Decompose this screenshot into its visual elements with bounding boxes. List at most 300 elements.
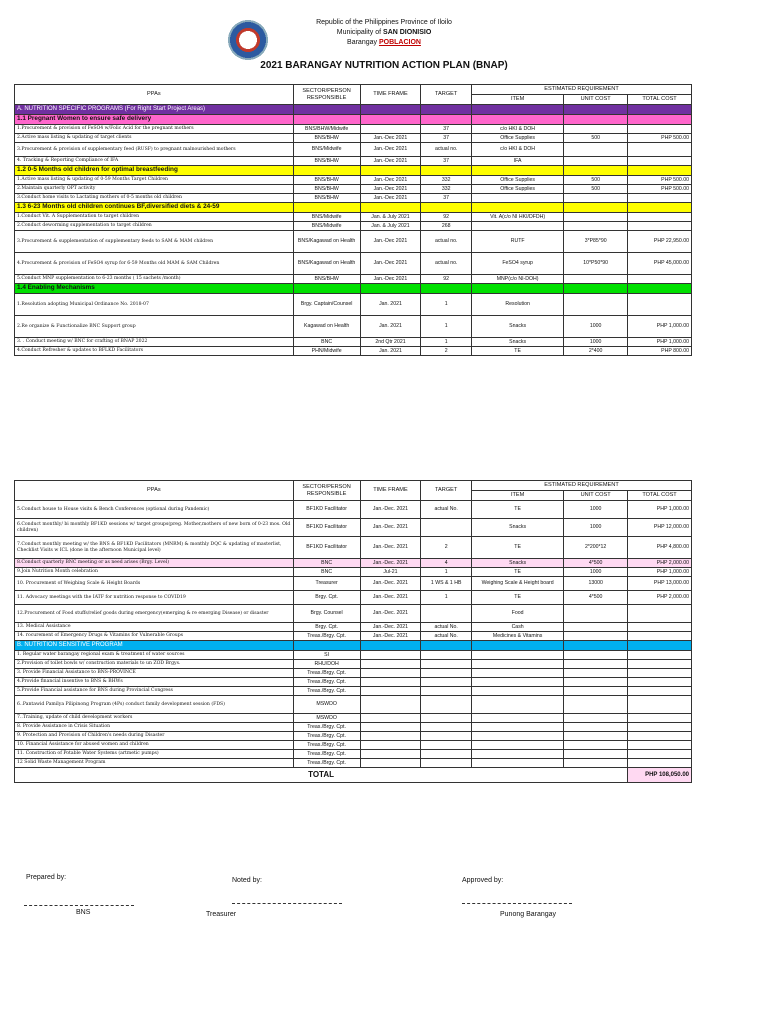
ppa-cell: 1. Regular water barangay regional exam & treatment of water sources bbox=[15, 651, 294, 660]
item-cell: TE bbox=[472, 347, 564, 356]
unit-cost-cell bbox=[564, 213, 628, 222]
target-cell: actual no. bbox=[421, 253, 472, 275]
item-cell: TE bbox=[472, 537, 564, 559]
ppa-cell: 3.Procurement & provision of supplementary feed (RUSF) to pregnant malnourished mothers bbox=[15, 143, 294, 157]
total-cost-cell: PHP 1,000.00 bbox=[628, 568, 692, 577]
total-cost-cell bbox=[628, 660, 692, 669]
sector-cell: Treas./Brgy. Cpt. bbox=[293, 678, 360, 687]
time-frame-cell: Jan.-Dec. 2021 bbox=[360, 577, 421, 591]
sector-cell: Treas./Brgy. Cpt. bbox=[293, 741, 360, 750]
table-row bbox=[15, 741, 692, 750]
table-row bbox=[15, 501, 692, 519]
total-cost-cell: PHP 13,000.00 bbox=[628, 577, 692, 591]
header-line-3: Barangay POBLACION bbox=[347, 39, 421, 46]
bnap-table-1 bbox=[14, 84, 692, 356]
ppa-cell: 13. Medical Assistance bbox=[15, 623, 294, 632]
sector-cell: BNS/BHW bbox=[293, 176, 360, 185]
sector-cell: Kagawad on Health bbox=[293, 316, 360, 338]
target-cell: 2 bbox=[421, 347, 472, 356]
ppa-cell: 12 Solid Waste Management Program bbox=[15, 759, 294, 768]
item-cell: Cash bbox=[472, 623, 564, 632]
sector-cell: Brgy. Counsel bbox=[293, 605, 360, 623]
ppa-cell: 8. Provide Assistance in Crisis Situation bbox=[15, 723, 294, 732]
unit-cost-cell bbox=[564, 660, 628, 669]
signatory-punong-barangay: Punong Barangay bbox=[500, 911, 557, 918]
time-frame-cell: Jan.-Dec 2021 bbox=[360, 231, 421, 253]
signatory-treasurer: Treasurer bbox=[206, 911, 237, 918]
table-row bbox=[15, 253, 692, 275]
section-b-header-cell bbox=[628, 641, 692, 651]
subsection-1-1 bbox=[15, 115, 692, 125]
item-cell: Weighing Scale & Height board bbox=[472, 577, 564, 591]
total-cost-cell: PHP 45,000.00 bbox=[628, 253, 692, 275]
total-cost-cell bbox=[628, 143, 692, 157]
table-row bbox=[15, 723, 692, 732]
total-cost-cell bbox=[628, 605, 692, 623]
ppa-cell: 2.Active mass listing & updating of target clients bbox=[15, 134, 294, 143]
table-row bbox=[15, 660, 692, 669]
sector-cell: BNS/BHW/Midwife bbox=[293, 125, 360, 134]
ppa-cell: 3.Conduct home visits to Lactating mothers of 0-5 months old children bbox=[15, 194, 294, 203]
ppa-cell: 9.Join Nutrition Month celebration bbox=[15, 568, 294, 577]
item-cell: TE bbox=[472, 591, 564, 605]
time-frame-cell bbox=[360, 669, 421, 678]
total-cost-cell bbox=[628, 669, 692, 678]
time-frame-cell: Jan.-Dec 2021 bbox=[360, 176, 421, 185]
table-row bbox=[15, 134, 692, 143]
table-row bbox=[15, 213, 692, 222]
target-cell: 2 bbox=[421, 537, 472, 559]
ppa-cell: 5.Conduct house to House visits & Bench Conferences (optional during Pandemic) bbox=[15, 501, 294, 519]
ppa-cell: 11. Advocacy meetings with the IATF for nutrition response to COVID19 bbox=[15, 591, 294, 605]
sector-cell: RHU/DOH bbox=[293, 660, 360, 669]
target-cell bbox=[421, 660, 472, 669]
col-sector: SECTOR/PERSON RESPONSIBLE bbox=[293, 85, 360, 105]
time-frame-cell: Jan.-Dec 2021 bbox=[360, 134, 421, 143]
sector-cell: BNS/Midwife bbox=[293, 213, 360, 222]
subsection-1-2-cell bbox=[360, 166, 421, 176]
target-cell: 37 bbox=[421, 157, 472, 166]
target-cell: 37 bbox=[421, 194, 472, 203]
time-frame-cell bbox=[360, 125, 421, 134]
target-cell: 1 bbox=[421, 591, 472, 605]
time-frame-cell: Jul-21 bbox=[360, 568, 421, 577]
sector-cell: Brgy. Captain/Counsel bbox=[293, 294, 360, 316]
target-cell bbox=[421, 519, 472, 537]
unit-cost-cell bbox=[564, 623, 628, 632]
item-cell bbox=[472, 714, 564, 723]
ppa-cell: 4.Conduct Refresher & updates to BFLKD Facilitators bbox=[15, 347, 294, 356]
table-row bbox=[15, 185, 692, 194]
time-frame-cell: Jan. & July 2021 bbox=[360, 222, 421, 231]
time-frame-cell: 2nd Qtr 2021 bbox=[360, 338, 421, 347]
subsection-1-4 bbox=[15, 284, 692, 294]
subsection-1-4-cell bbox=[472, 284, 564, 294]
total-cost-cell bbox=[628, 741, 692, 750]
table-row bbox=[15, 559, 692, 568]
sector-cell: BNS/BHW bbox=[293, 157, 360, 166]
table-row bbox=[15, 577, 692, 591]
unit-cost-cell bbox=[564, 294, 628, 316]
unit-cost-cell: 1000 bbox=[564, 501, 628, 519]
ppa-cell: 4.Provide financial insentive to BNS & BHWs bbox=[15, 678, 294, 687]
total-cost-cell bbox=[628, 714, 692, 723]
total-cost-cell: PHP 800.00 bbox=[628, 347, 692, 356]
item-cell bbox=[472, 194, 564, 203]
total-cost-cell bbox=[628, 651, 692, 660]
unit-cost-cell bbox=[564, 222, 628, 231]
subsection-1-3-cell bbox=[564, 203, 628, 213]
table-row bbox=[15, 750, 692, 759]
ppa-cell: 12.Procurement of Food stuffs/relief goods during emergency(emerging & re emerging Disease) or disaster bbox=[15, 605, 294, 623]
sector-cell: Treas./Brgy. Cpt. bbox=[293, 723, 360, 732]
sector-cell: BNC bbox=[293, 568, 360, 577]
item-cell: Medicines & Vitamins bbox=[472, 632, 564, 641]
subsection-1-2-cell bbox=[293, 166, 360, 176]
item-cell bbox=[472, 678, 564, 687]
section-a-header-cell bbox=[421, 105, 472, 115]
total-cost-cell bbox=[628, 157, 692, 166]
section-b-header-cell bbox=[421, 641, 472, 651]
table-row bbox=[15, 669, 692, 678]
section-b-header-label: B. NUTRITION SENSITIVE PROGRAM bbox=[15, 641, 294, 651]
sector-cell: Brgy. Cpt. bbox=[293, 591, 360, 605]
total-cost-cell bbox=[628, 759, 692, 768]
table-row bbox=[15, 157, 692, 166]
target-cell: 37 bbox=[421, 134, 472, 143]
total-cost-cell: PHP 2,000.00 bbox=[628, 559, 692, 568]
sector-cell: MSWDO bbox=[293, 714, 360, 723]
item-cell: Food bbox=[472, 605, 564, 623]
subsection-1-3-label: 1.3 6-23 Months old children continues BF,diversified diets & 24-59 bbox=[15, 203, 294, 213]
total-cost-cell: PHP 22,950.00 bbox=[628, 231, 692, 253]
sector-cell: BNS/Kagawad on Health bbox=[293, 231, 360, 253]
sector-cell: BF1KD Facilitator bbox=[293, 537, 360, 559]
unit-cost-cell: 3*P85*90 bbox=[564, 231, 628, 253]
time-frame-cell bbox=[360, 687, 421, 696]
section-a-header bbox=[15, 105, 692, 115]
target-cell: 332 bbox=[421, 176, 472, 185]
unit-cost-cell bbox=[564, 759, 628, 768]
target-cell: 268 bbox=[421, 222, 472, 231]
subsection-1-3-cell bbox=[628, 203, 692, 213]
sector-cell: BNC bbox=[293, 559, 360, 568]
section-b-header-cell bbox=[564, 641, 628, 651]
table-row bbox=[15, 222, 692, 231]
subsection-1-1-cell bbox=[421, 115, 472, 125]
unit-cost-cell bbox=[564, 605, 628, 623]
ppa-cell: 4. Tracking & Reporting Compliance of IFA bbox=[15, 157, 294, 166]
ppa-cell: 5.Conduct MNP supplementation to 6-23 months ( 15 sachets /month) bbox=[15, 275, 294, 284]
target-cell bbox=[421, 696, 472, 714]
table-row bbox=[15, 231, 692, 253]
time-frame-cell bbox=[360, 759, 421, 768]
item-cell bbox=[472, 723, 564, 732]
section-a-header-cell bbox=[293, 105, 360, 115]
total-cost-cell bbox=[628, 678, 692, 687]
col-item: ITEM bbox=[472, 491, 564, 501]
item-cell: c/o HKI & DOH bbox=[472, 143, 564, 157]
time-frame-cell bbox=[360, 741, 421, 750]
total-cost-cell: PHP 500.00 bbox=[628, 185, 692, 194]
item-cell bbox=[472, 222, 564, 231]
time-frame-cell: Jan.-Dec 2021 bbox=[360, 143, 421, 157]
table-row bbox=[15, 623, 692, 632]
unit-cost-cell bbox=[564, 651, 628, 660]
table-row bbox=[15, 537, 692, 559]
time-frame-cell: Jan. & July 2021 bbox=[360, 213, 421, 222]
signature-line-bns bbox=[24, 905, 134, 906]
table-row bbox=[15, 143, 692, 157]
total-cost-cell bbox=[628, 732, 692, 741]
target-cell: 92 bbox=[421, 213, 472, 222]
ppa-cell: 4.Procurement & provision of FeSO4 syrup for 6-59 Months old MAM & SAM Children bbox=[15, 253, 294, 275]
sector-cell: BNS/BHW bbox=[293, 194, 360, 203]
item-cell bbox=[472, 732, 564, 741]
target-cell bbox=[421, 759, 472, 768]
time-frame-cell: Jan.-Dec 2021 bbox=[360, 157, 421, 166]
total-cost-cell bbox=[628, 623, 692, 632]
item-cell bbox=[472, 759, 564, 768]
time-frame-cell: Jan.-Dec. 2021 bbox=[360, 591, 421, 605]
ppa-cell: 10. Procurement of Weighing Scale & Height Boards bbox=[15, 577, 294, 591]
subsection-1-3-cell bbox=[293, 203, 360, 213]
table-row bbox=[15, 687, 692, 696]
table-row bbox=[15, 294, 692, 316]
subsection-1-4-cell bbox=[564, 284, 628, 294]
col-ppas: PPAs bbox=[15, 481, 294, 501]
item-cell: Office Supplies bbox=[472, 134, 564, 143]
subsection-1-4-cell bbox=[421, 284, 472, 294]
col-unit-cost: UNIT COST bbox=[564, 95, 628, 105]
item-cell: Office Supplies bbox=[472, 176, 564, 185]
ppa-cell: 10. Financial Assistance for abused women and children bbox=[15, 741, 294, 750]
sector-cell: BNS/BHW bbox=[293, 185, 360, 194]
item-cell: TE bbox=[472, 501, 564, 519]
section-b-header bbox=[15, 641, 692, 651]
table-row bbox=[15, 338, 692, 347]
header-line-2: Municipality of SAN DIONISIO bbox=[336, 29, 432, 36]
target-cell bbox=[421, 714, 472, 723]
unit-cost-cell bbox=[564, 732, 628, 741]
total-cost-cell bbox=[628, 222, 692, 231]
ppa-cell: 11. Construction of Potable Water Systems (artmetic pumps) bbox=[15, 750, 294, 759]
time-frame-cell bbox=[360, 678, 421, 687]
item-cell: RUTF bbox=[472, 231, 564, 253]
ppa-cell: 3. . Conduct meeting w/ BNC for crafting of BNAP 2022 bbox=[15, 338, 294, 347]
item-cell: MNP(c/o NI-DOH) bbox=[472, 275, 564, 284]
unit-cost-cell bbox=[564, 157, 628, 166]
table-row bbox=[15, 591, 692, 605]
table-row bbox=[15, 125, 692, 134]
table-row bbox=[15, 176, 692, 185]
col-estimated: ESTIMATED REQUIREMENT bbox=[472, 481, 692, 491]
target-cell: 332 bbox=[421, 185, 472, 194]
table-row bbox=[15, 632, 692, 641]
signature-line-treasurer bbox=[232, 903, 342, 904]
subsection-1-3-cell bbox=[421, 203, 472, 213]
unit-cost-cell bbox=[564, 143, 628, 157]
unit-cost-cell: 1000 bbox=[564, 338, 628, 347]
unit-cost-cell bbox=[564, 678, 628, 687]
unit-cost-cell: 4*500 bbox=[564, 559, 628, 568]
subsection-1-4-cell bbox=[360, 284, 421, 294]
prepared-by-label: Prepared by: bbox=[26, 874, 67, 881]
target-cell: 1 bbox=[421, 338, 472, 347]
subsection-1-4-label: 1.4 Enabling Mechanisms bbox=[15, 284, 294, 294]
item-cell: c/o HKI & DOH bbox=[472, 125, 564, 134]
ppa-cell: 2.Re organize & Functionalize BNC Support group bbox=[15, 316, 294, 338]
unit-cost-cell: 500 bbox=[564, 185, 628, 194]
item-cell: IFA bbox=[472, 157, 564, 166]
time-frame-cell: Jan.-Dec. 2021 bbox=[360, 519, 421, 537]
signatory-bns: BNS bbox=[76, 909, 91, 916]
sector-cell: MSWDO bbox=[293, 696, 360, 714]
item-cell bbox=[472, 750, 564, 759]
sector-cell: BNS/BHW bbox=[293, 134, 360, 143]
unit-cost-cell bbox=[564, 750, 628, 759]
unit-cost-cell: 1000 bbox=[564, 568, 628, 577]
total-cost-cell bbox=[628, 632, 692, 641]
col-time: TIME FRAME bbox=[360, 481, 421, 501]
unit-cost-cell: 1000 bbox=[564, 316, 628, 338]
ppa-cell: 3.Procurement & supplementation of supplementary feeds to SAM & MAM children bbox=[15, 231, 294, 253]
item-cell: Snacks bbox=[472, 559, 564, 568]
item-cell: Vit. A(c/o NI HKI/DFDH) bbox=[472, 213, 564, 222]
total-cost-cell bbox=[628, 294, 692, 316]
target-cell: 37 bbox=[421, 125, 472, 134]
target-cell: actual No. bbox=[421, 623, 472, 632]
unit-cost-cell bbox=[564, 741, 628, 750]
col-total-cost: TOTAL COST bbox=[628, 491, 692, 501]
unit-cost-cell bbox=[564, 687, 628, 696]
sector-cell: BNC bbox=[293, 338, 360, 347]
target-cell: 1 bbox=[421, 294, 472, 316]
col-target: TARGET bbox=[421, 481, 472, 501]
ppa-cell: 1.Active mass listing & updating of 0-59 Months Target Children bbox=[15, 176, 294, 185]
subsection-1-1-cell bbox=[293, 115, 360, 125]
total-cost-cell bbox=[628, 696, 692, 714]
item-cell bbox=[472, 660, 564, 669]
total-cost-cell: PHP 4,800.00 bbox=[628, 537, 692, 559]
subsection-1-2-cell bbox=[421, 166, 472, 176]
sector-cell: PHN/Midwife bbox=[293, 347, 360, 356]
time-frame-cell: Jan.-Dec. 2021 bbox=[360, 537, 421, 559]
table-row bbox=[15, 605, 692, 623]
subsection-1-4-cell bbox=[293, 284, 360, 294]
sector-cell: Brgy. Cpt. bbox=[293, 623, 360, 632]
item-cell: Snacks bbox=[472, 316, 564, 338]
table-row bbox=[15, 714, 692, 723]
table-row bbox=[15, 347, 692, 356]
bnap-table-2 bbox=[14, 480, 692, 783]
target-cell: actual no. bbox=[421, 231, 472, 253]
ppa-cell: 3. Provide Financial Assistance to BNS-PROVINCE bbox=[15, 669, 294, 678]
col-ppas: PPAs bbox=[15, 85, 294, 105]
target-cell bbox=[421, 723, 472, 732]
time-frame-cell bbox=[360, 723, 421, 732]
item-cell: Office Supplies bbox=[472, 185, 564, 194]
item-cell: Snacks bbox=[472, 338, 564, 347]
unit-cost-cell bbox=[564, 714, 628, 723]
ppa-cell: 6..Pantawid Pamilya Pilipinong Program (4Ps) conduct family development session (FDS) bbox=[15, 696, 294, 714]
table-row bbox=[15, 759, 692, 768]
time-frame-cell bbox=[360, 732, 421, 741]
item-cell: TE bbox=[472, 568, 564, 577]
table-row bbox=[15, 568, 692, 577]
table-row bbox=[15, 519, 692, 537]
section-b-header-cell bbox=[293, 641, 360, 651]
unit-cost-cell: 2*400 bbox=[564, 347, 628, 356]
section-b-header-cell bbox=[472, 641, 564, 651]
target-cell: 4 bbox=[421, 559, 472, 568]
table-row bbox=[15, 696, 692, 714]
subsection-1-3 bbox=[15, 203, 692, 213]
ppa-cell: 1.Procurement & provision of FeSO4 w/Folic Acid for the pregnant mothers bbox=[15, 125, 294, 134]
section-a-header-cell bbox=[360, 105, 421, 115]
sector-cell: Treas./Brgy. Cpt. bbox=[293, 632, 360, 641]
section-a-header-cell bbox=[472, 105, 564, 115]
header-line-1: Republic of the Philippines Province of Iloilo bbox=[316, 19, 452, 26]
unit-cost-cell bbox=[564, 723, 628, 732]
target-cell bbox=[421, 687, 472, 696]
total-cost-cell bbox=[628, 213, 692, 222]
sector-cell: Treas./Brgy. Cpt. bbox=[293, 732, 360, 741]
unit-cost-cell: 500 bbox=[564, 134, 628, 143]
target-cell bbox=[421, 651, 472, 660]
ppa-cell: 9. Protection and Provision of Children's needs during Disaster bbox=[15, 732, 294, 741]
unit-cost-cell: 2*200*12 bbox=[564, 537, 628, 559]
ppa-cell: 6.Conduct monthly/ bi monthly BF1KD sessions w/ target groups(preg. Mother,mothers of new born of 0-23 mos. Old children) bbox=[15, 519, 294, 537]
table-row bbox=[15, 316, 692, 338]
target-cell bbox=[421, 741, 472, 750]
item-cell bbox=[472, 696, 564, 714]
unit-cost-cell bbox=[564, 125, 628, 134]
time-frame-cell: Jan.-Dec. 2021 bbox=[360, 501, 421, 519]
subsection-1-2-label: 1.2 0-5 Months old children for optimal breastfeeding bbox=[15, 166, 294, 176]
subsection-1-1-cell bbox=[628, 115, 692, 125]
time-frame-cell: Jan.-Dec 2021 bbox=[360, 275, 421, 284]
section-a-header-label: A. NUTRITION SPECIFIC PROGRAMS (For Right Start Project Areas) bbox=[15, 105, 294, 115]
total-cost-cell: PHP 500.00 bbox=[628, 134, 692, 143]
target-cell bbox=[421, 669, 472, 678]
total-cost-cell: PHP 1,000.00 bbox=[628, 338, 692, 347]
total-cost-cell bbox=[628, 275, 692, 284]
subsection-1-3-cell bbox=[360, 203, 421, 213]
target-cell: 1 WS & 1 HB bbox=[421, 577, 472, 591]
section-b-header-cell bbox=[360, 641, 421, 651]
item-cell: Snacks bbox=[472, 519, 564, 537]
subsection-1-2-cell bbox=[564, 166, 628, 176]
time-frame-cell: Jan.-Dec 2021 bbox=[360, 194, 421, 203]
time-frame-cell: Jan. 2021 bbox=[360, 347, 421, 356]
ppa-cell: 1.Resolution adopting Municipal Ordinance No. 2018-07 bbox=[15, 294, 294, 316]
subsection-1-1-cell bbox=[360, 115, 421, 125]
sector-cell: BNS/Midwife bbox=[293, 143, 360, 157]
unit-cost-cell: 4*500 bbox=[564, 591, 628, 605]
unit-cost-cell bbox=[564, 669, 628, 678]
target-cell bbox=[421, 678, 472, 687]
ppa-cell: 2.Maintain quarterly OPT activity bbox=[15, 185, 294, 194]
target-cell: 92 bbox=[421, 275, 472, 284]
table-row bbox=[15, 732, 692, 741]
time-frame-cell: Jan. 2021 bbox=[360, 316, 421, 338]
grand-total-value: PHP 108,050.00 bbox=[628, 768, 692, 783]
unit-cost-cell: 1000 bbox=[564, 519, 628, 537]
target-cell: actual No. bbox=[421, 632, 472, 641]
col-item: ITEM bbox=[472, 95, 564, 105]
col-sector: SECTOR/PERSON RESPONSIBLE bbox=[293, 481, 360, 501]
